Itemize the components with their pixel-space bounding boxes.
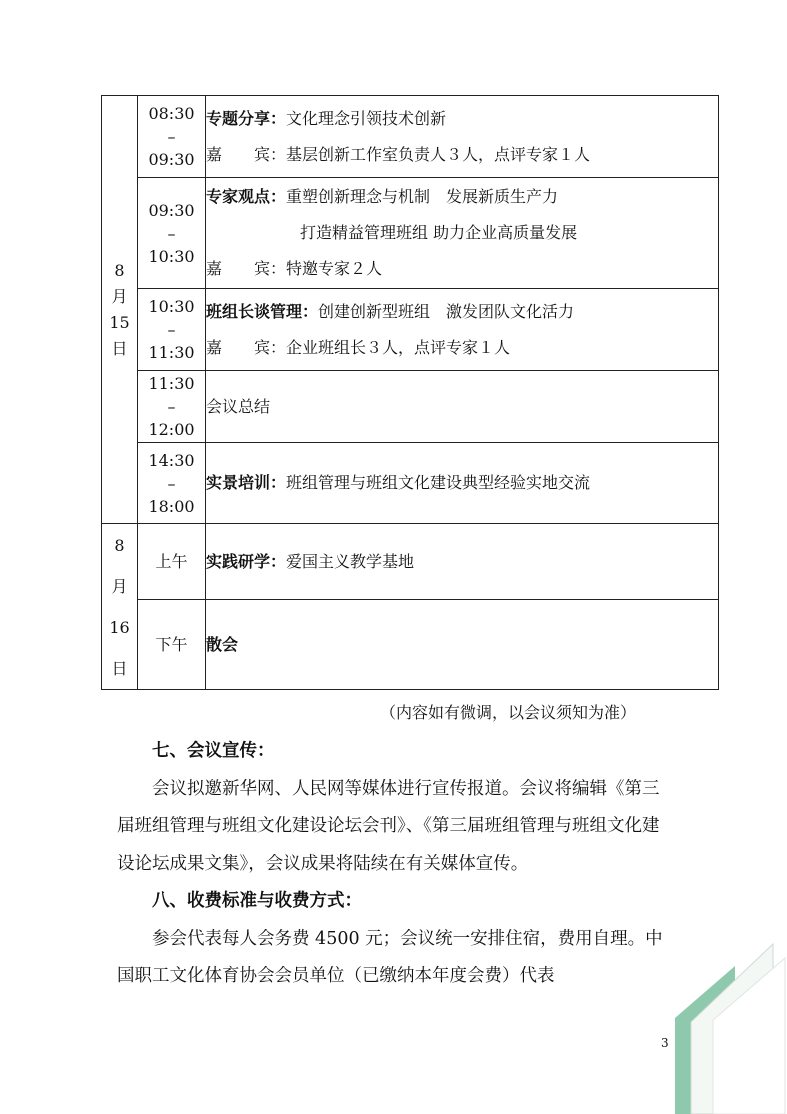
page-number: 3 <box>661 1036 669 1050</box>
time-start: 11:30 <box>148 374 195 393</box>
time-sep: – <box>167 127 176 146</box>
time-cell <box>138 524 206 600</box>
time-sep: – <box>167 397 176 416</box>
fee-paragraph: 参会代表每人会务费 4500 元；会议统一安排住宿，费用自理。中国职工文化体育协会会员单位（已缴纳本年度会费）代表 <box>117 928 663 986</box>
date-char: 8 <box>114 260 125 280</box>
content-cell <box>206 178 719 289</box>
time-end: 11:30 <box>148 343 195 362</box>
item-label: 专家观点： <box>206 187 287 206</box>
content-cell <box>206 443 719 524</box>
date-char: 日 <box>111 338 128 358</box>
item-text: 文化理念引领技术创新 <box>286 108 447 128</box>
table-row <box>102 524 719 600</box>
adjustment-note: （内容如有微调，以会议须知为准） <box>380 703 637 722</box>
table-row <box>102 371 719 443</box>
guest-label: 嘉 宾： <box>206 259 287 278</box>
item-label: 班组长谈管理： <box>206 301 319 321</box>
time-end: 10:30 <box>148 246 195 266</box>
body-text <box>117 733 673 996</box>
item-text: 重塑创新理念与机制 发展新质生产力 <box>286 187 559 206</box>
content-cell <box>206 524 719 600</box>
date-cell-aug-16 <box>102 524 138 690</box>
content-cell <box>206 600 719 690</box>
time-end: 18:00 <box>148 496 195 516</box>
table-row <box>102 600 719 690</box>
time-sep: – <box>167 320 176 339</box>
guest-text: 特邀专家２人 <box>286 259 383 278</box>
time-cell <box>138 443 206 524</box>
time-end: 12:00 <box>148 420 195 439</box>
section-heading-publicity: 七、会议宣传： <box>152 741 275 761</box>
item-text: 创建创新型班组 激发团队文化活力 <box>318 301 575 321</box>
table-row <box>102 289 719 371</box>
guest-label: 嘉 宾： <box>206 144 287 164</box>
content-cell <box>206 96 719 178</box>
time-start: 08:30 <box>148 104 195 123</box>
item-text: 爱国主义教学基地 <box>286 551 415 571</box>
item-text: 打造精益管理班组 助力企业高质量发展 <box>300 223 578 242</box>
schedule-table <box>101 95 719 690</box>
content-cell <box>206 289 719 371</box>
time-cell <box>138 178 206 289</box>
time-start: 09:30 <box>148 200 195 220</box>
guest-text: 基层创新工作室负责人３人，点评专家１人 <box>286 144 591 164</box>
time-sep: – <box>167 473 176 493</box>
time-start: 10:30 <box>148 297 195 316</box>
time-cell <box>138 371 206 443</box>
table-row <box>102 443 719 524</box>
table-row <box>102 178 719 289</box>
date-char: 8 <box>114 535 125 555</box>
date-char: 日 <box>111 658 128 678</box>
date-cell-aug-15 <box>102 96 138 524</box>
time-end: 09:30 <box>148 150 195 169</box>
time-label: 下午 <box>155 635 188 654</box>
time-start: 14:30 <box>148 450 195 470</box>
item-label: 实景培训： <box>206 473 287 492</box>
publicity-paragraph: 会议拟邀新华网、人民网等媒体进行宣传报道。会议将编辑《第三届班组管理与班组文化建设论坛会刊》、《第三届班组管理与班组文化建设论坛成果文集》，会议成果将陆续在有关媒体宣传。 <box>117 778 660 874</box>
section-heading-fees: 八、收费标准与收费方式： <box>152 891 362 911</box>
item-label: 专题分享： <box>206 108 287 128</box>
guest-label: 嘉 宾： <box>206 337 287 357</box>
item-text: 班组管理与班组文化建设典型经验实地交流 <box>286 473 591 492</box>
time-cell <box>138 289 206 371</box>
content-cell <box>206 371 719 443</box>
item-text: 会议总结 <box>206 396 271 416</box>
date-char: 月 <box>111 286 128 306</box>
time-cell <box>138 96 206 178</box>
date-char: 15 <box>109 312 130 332</box>
item-label: 散会 <box>206 634 239 654</box>
date-char: 16 <box>109 617 130 637</box>
time-sep: – <box>167 223 176 243</box>
time-label: 上午 <box>155 552 188 571</box>
page-corner-decoration <box>673 942 787 1114</box>
item-label: 实践研学： <box>206 551 287 571</box>
table-row <box>102 96 719 178</box>
time-cell <box>138 600 206 690</box>
guest-text: 企业班组长３人，点评专家１人 <box>286 337 511 357</box>
date-char: 月 <box>111 576 128 596</box>
